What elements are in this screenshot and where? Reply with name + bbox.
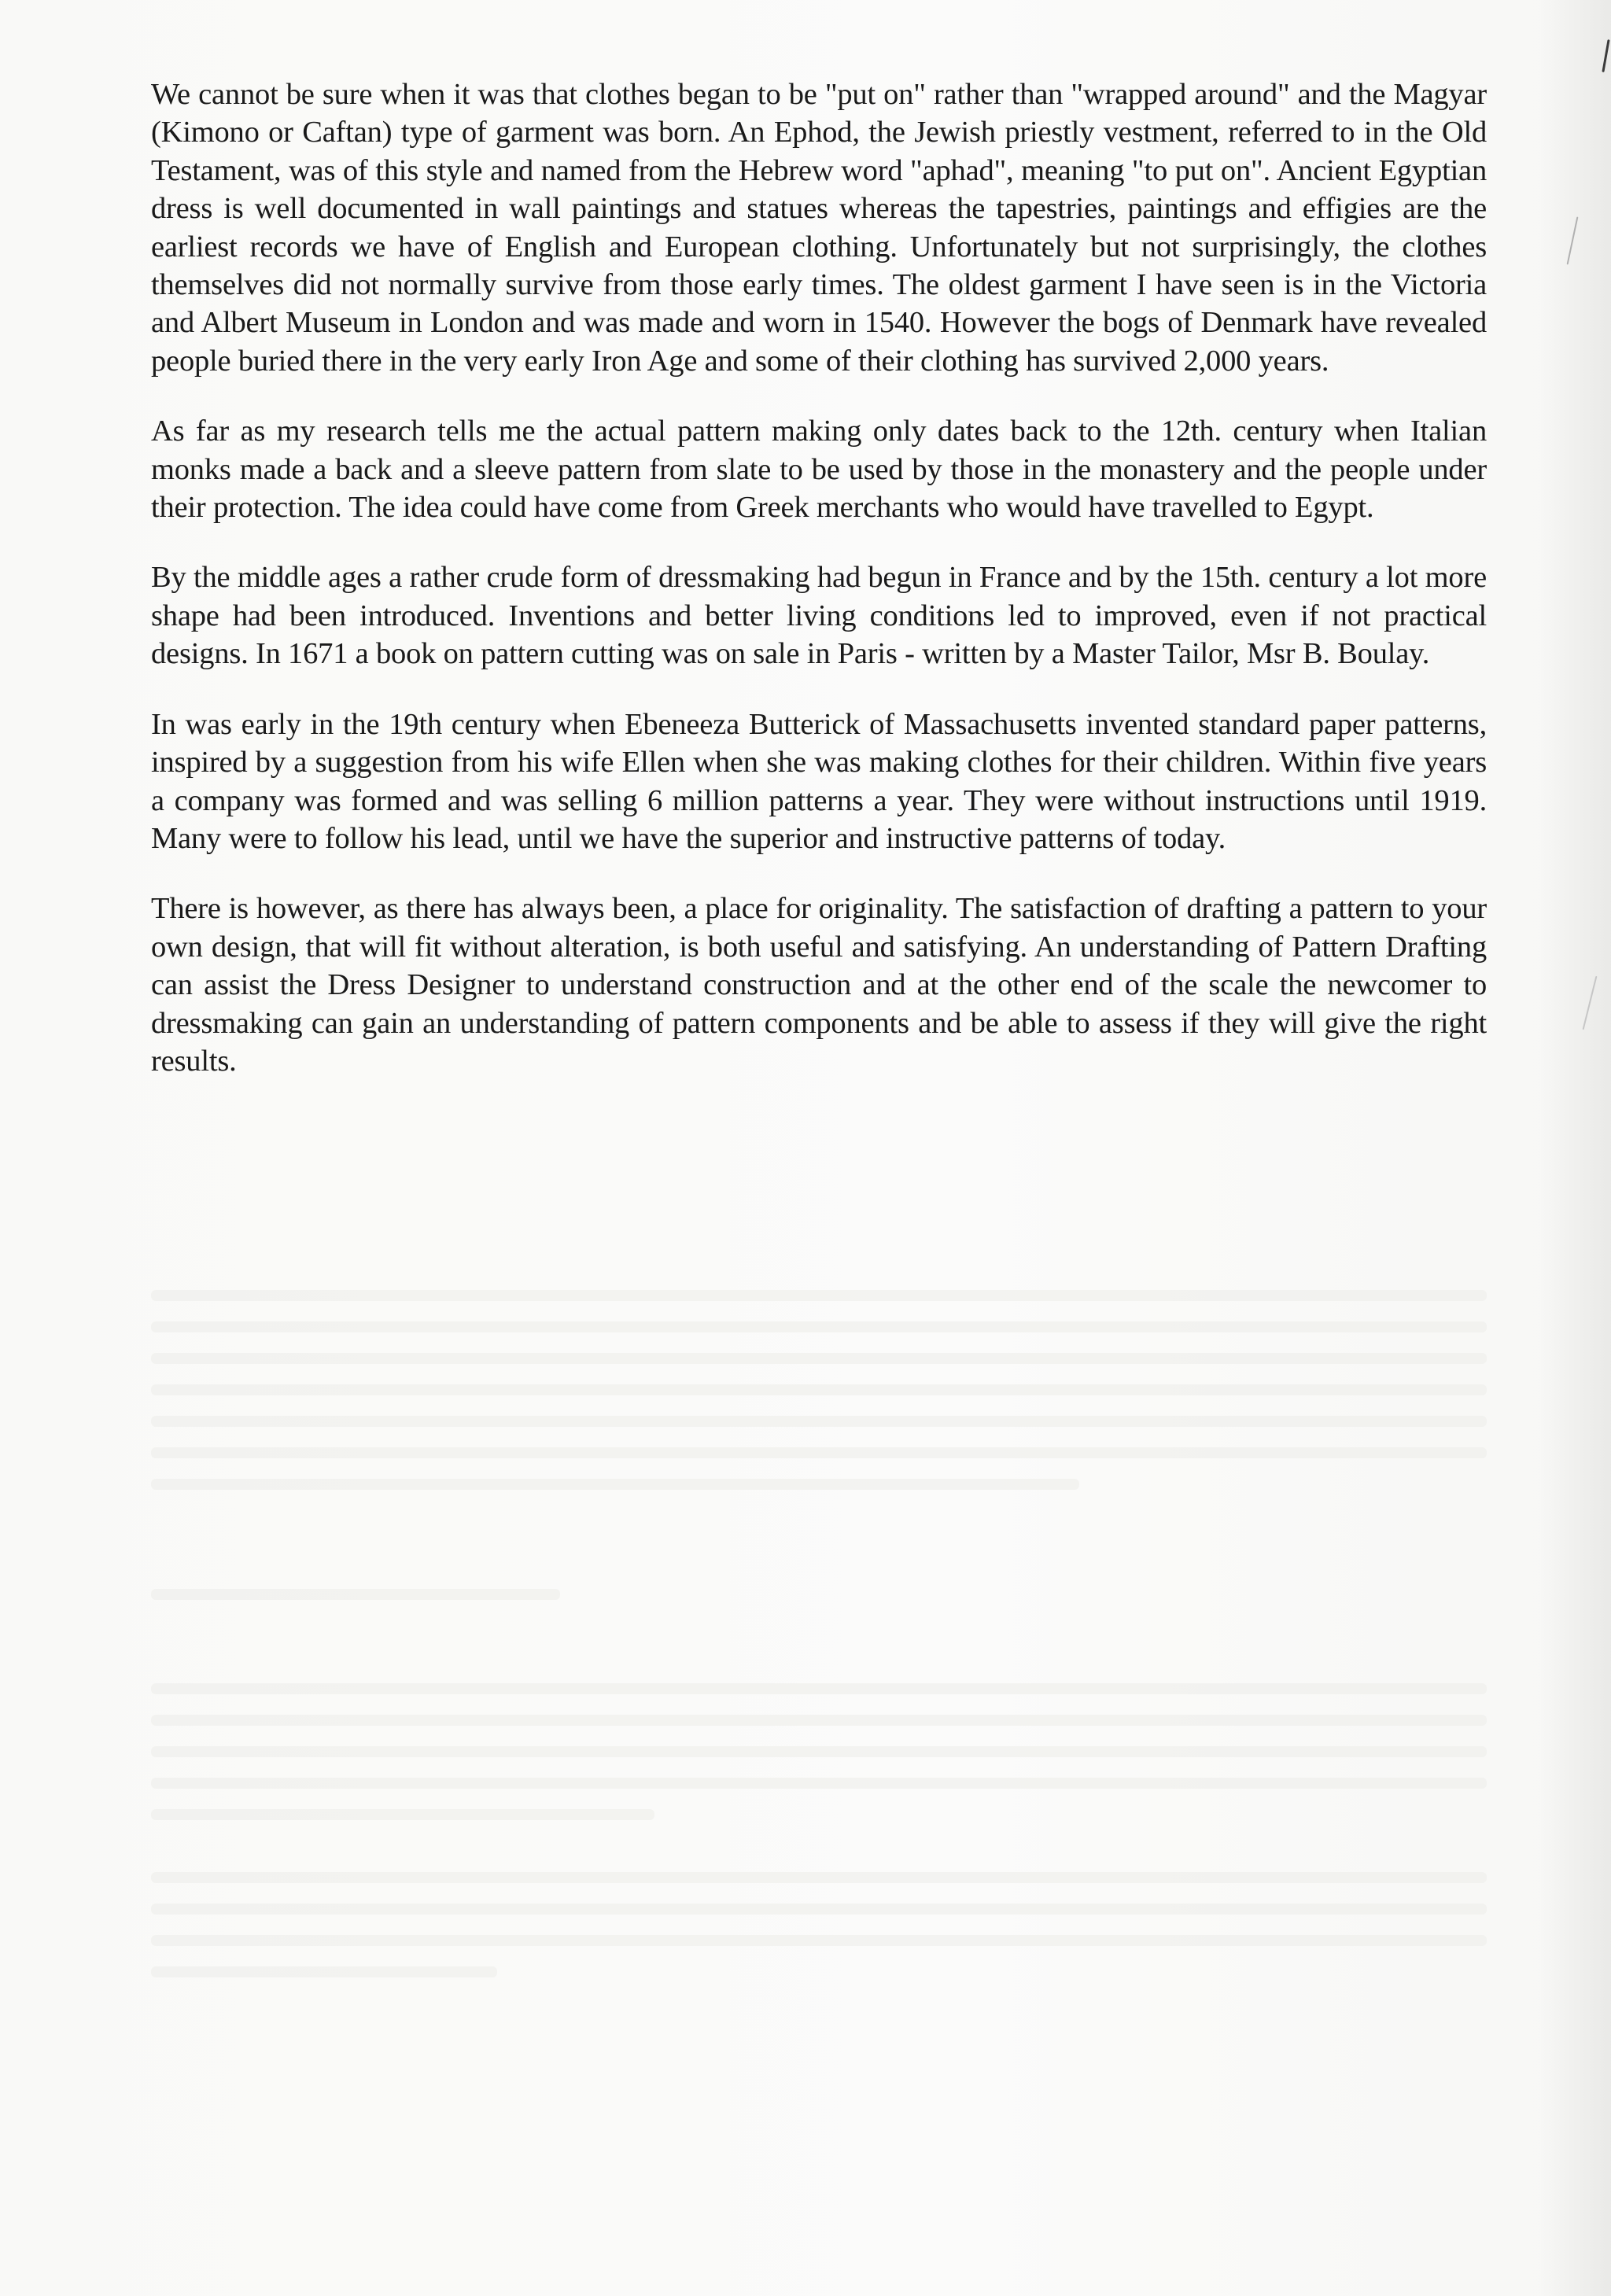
bleed-through-line xyxy=(151,1778,1487,1789)
bleed-through-line xyxy=(151,1715,1487,1726)
bleed-through-line xyxy=(151,1683,1487,1694)
bleed-through-line xyxy=(151,1479,1079,1490)
bleed-through-line xyxy=(151,1966,497,1977)
paragraph-originality: There is however, as there has always been, a place for originality. The satisfaction of drafting a pattern to your own design, that will fit without alteration, is both useful and satisfying. An understanding of Pattern Drafting can assist the Dress Designer to understand construction and at the other end of the scale the newcomer to dressmaking can gain an understanding of pattern components and be able to assess if they will give the right results. xyxy=(151,892,1487,1078)
bleed-through-line xyxy=(151,1904,1487,1915)
bleed-through-line xyxy=(151,1416,1487,1427)
bleed-through-line xyxy=(151,1872,1487,1883)
bleed-through-line xyxy=(151,1589,560,1600)
bleed-through-line xyxy=(151,1353,1487,1364)
bleed-through-line xyxy=(151,1935,1487,1946)
paragraph-italian-monks: As far as my research tells me the actual pattern making only dates back to the 12th. century when Italian monks made a back and a sleeve pattern from slate to be used by those in the monastery and the people under their protection. The idea could have come from Greek merchants who would have travelled to Egypt. xyxy=(151,415,1487,525)
bleed-through-line xyxy=(151,1447,1487,1458)
bleed-through-line xyxy=(151,1384,1487,1395)
bleed-through-line xyxy=(151,1746,1487,1757)
bleed-through-text xyxy=(151,1290,1487,2077)
paragraph-middle-ages: By the middle ages a rather crude form of dressmaking had begun in France and by the 15th. century a lot more shape had been introduced. Inventions and better living conditions led to improved, even if not practical designs. In 1671 a book on pattern cutting was on sale in Paris - written by a Master Tailor, Msr B. Boulay. xyxy=(151,561,1487,671)
paragraph-butterick: In was early in the 19th century when Ebeneeza Butterick of Massachusetts invented standard paper patterns, inspired by a suggestion from his wife Ellen when she was making clothes for their children. Within five years a company was formed and was selling 6 million patterns a year. They were without instructions until 1919. Many were to follow his lead, until we have the superior and instructive patterns of today. xyxy=(151,707,1487,855)
page-edge-shadow xyxy=(1540,0,1611,2296)
paragraph-origins-of-garments: We cannot be sure when it was that clothes began to be "put on" rather than "wrapped around" and the Magyar (Kimono or Caftan) type of garment was born. An Ephod, the Jewish priestly vestment, referred to in the Old Testament, was of this style and named from the Hebrew word "aphad", meaning "to put on". Ancient Egyptian dress is well documented in wall paintings and statues whereas the tapestries, paintings and effigies are the earliest records we have of English and European clothing. Unfortunately but not surprisingly, the clothes themselves did not normally survive from those early times. The oldest garment I have seen is in the Victoria and Albert Museum in London and was made and worn in 1540. However the bogs of Denmark have revealed people buried there in the very early Iron Age and some of their clothing has survived 2,000 years. xyxy=(151,78,1487,378)
bleed-through-line xyxy=(151,1809,654,1820)
bleed-through-line xyxy=(151,1321,1487,1332)
bleed-through-line xyxy=(151,1290,1487,1301)
body-text xyxy=(151,76,1487,1080)
